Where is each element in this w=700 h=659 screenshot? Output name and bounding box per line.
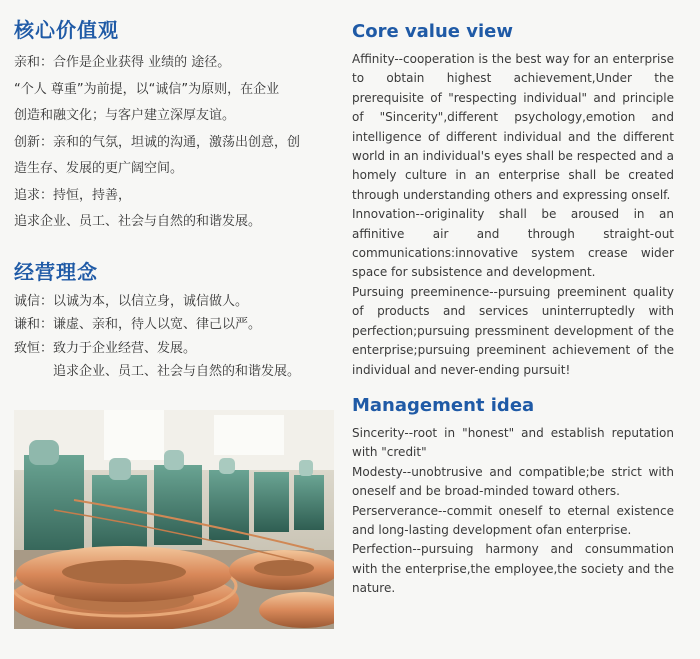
mgmt-para-sincerity: Sincerity--root in "honest" and establish reputation with "credit" bbox=[352, 425, 674, 460]
core-para-innovation: Innovation--originality shall be aroused in an affinitive air and through straight-out communications:innovative system crease wider space for subsistence and development. bbox=[352, 207, 674, 280]
core-line-culture: 创造和融文化；与客户建立深厚友谊。 bbox=[14, 108, 236, 123]
core-line-affinity: 亲和：合作是企业获得 业绩的 途径。 bbox=[14, 55, 231, 70]
core-para-preeminence: Pursuing preeminence--pursuing preeminent quality of products and services uninterruptedly with perfection;pursuing pressminent development of the enterprise;pursuing preeminent achievement of the individual and never-ending pursuit! bbox=[352, 284, 674, 377]
management-title-en: Management idea bbox=[352, 394, 535, 416]
core-para-affinity: Affinity--cooperation is the best way for an enterprise to obtain highest achievement,Under the prerequisite of "respecting individual" and principle of "Sincerity",different psychology,emotion and intelligence of different individual and the different world in an individual's eyes shall be respected and a homely culture in an enterprise shall be created through understanding others and expressing onself. bbox=[352, 52, 674, 202]
management-title-cn: 经营理念 bbox=[14, 259, 98, 284]
mgmt-line-harmony: 追求企业、员工、社会与自然的和谐发展。 bbox=[53, 364, 301, 379]
mgmt-para-modesty: Modesty--unobtrusive and compatible;be strict with oneself and be broad-minded toward others. bbox=[352, 464, 674, 499]
mgmt-para-perseverance: Perserverance--commit oneself to eternal existence and long-lasting development ofan enterprise. bbox=[352, 503, 674, 537]
core-values-title-cn: 核心价值观 bbox=[14, 18, 119, 42]
core-values-title-en: Core value view bbox=[352, 21, 514, 42]
core-line-pursuit: 追求：持恒，持善， bbox=[14, 187, 132, 203]
core-line-harmony: 追求企业、员工、社会与自然的和谐发展。 bbox=[14, 214, 262, 229]
core-line-space: 造生存、发展的更广阔空间。 bbox=[14, 161, 184, 176]
chinese-column bbox=[14, 16, 334, 384]
factory-photo bbox=[14, 410, 334, 629]
core-line-innovation: 创新：亲和的气氛，坦诚的沟通，激荡出创意，创 bbox=[14, 134, 301, 150]
copper-coil-factory-image bbox=[14, 410, 334, 629]
management-cn bbox=[14, 290, 334, 384]
mgmt-line-perseverance: 致恒：致力于企业经营、发展。 bbox=[14, 340, 197, 356]
mgmt-para-perfection: Perfection--pursuing harmony and consummation with the enterprise,the employee,the society and the nature. bbox=[352, 542, 674, 596]
mgmt-line-modesty: 谦和：谦虚、亲和，待人以宽、律己以严。 bbox=[14, 317, 262, 332]
english-column bbox=[352, 20, 674, 599]
mgmt-line-sincerity: 诚信：以诚为本，以信立身，诚信做人。 bbox=[14, 293, 249, 309]
core-values-cn bbox=[14, 50, 334, 236]
core-line-respect: “个人 尊重”为前提，以“诚信”为原则，在企业 bbox=[14, 81, 280, 97]
